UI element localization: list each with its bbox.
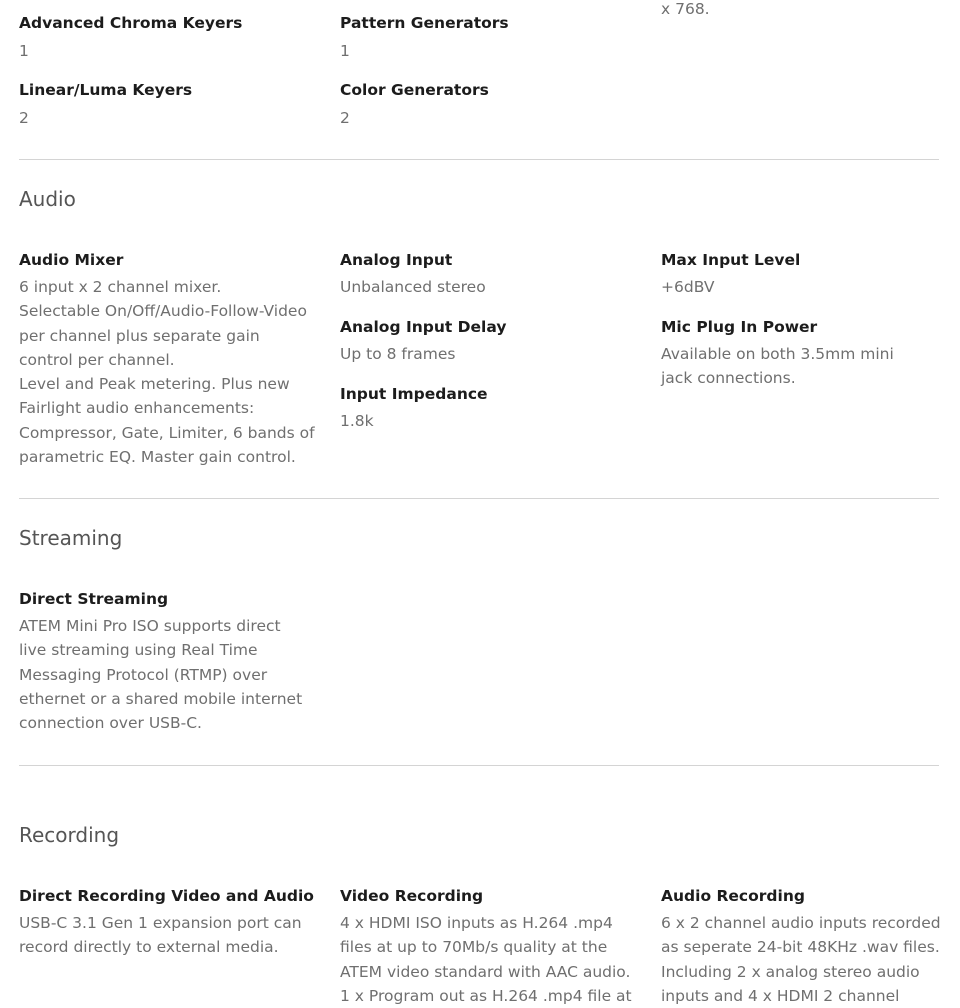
spec-label-advanced-chroma-keyers: Advanced Chroma Keyers — [19, 14, 243, 32]
spec-value-pattern-generators: 1 — [340, 42, 350, 60]
spec-label-analog-input-delay: Analog Input Delay — [340, 318, 507, 336]
spec-label-max-input-level: Max Input Level — [661, 251, 801, 269]
video-spec-continued-text: x 768. — [661, 0, 710, 18]
spec-value-advanced-chroma-keyers: 1 — [19, 42, 29, 60]
spec-label-linear-luma-keyers: Linear/Luma Keyers — [19, 81, 193, 99]
spec-label-audio-mixer: Audio Mixer — [19, 251, 124, 269]
spec-label-pattern-generators: Pattern Generators — [340, 14, 509, 32]
spec-value-direct-recording: USB-C 3.1 Gen 1 expansion port can record directly to external media. — [19, 914, 302, 957]
section-divider — [19, 498, 939, 499]
spec-value-audio-recording: 6 x 2 channel audio inputs recorded as seperate 24-bit 48KHz .wav files. Including 2 x analog stereo audio inputs and 4 x HDMI 2 channel — [661, 914, 941, 1005]
spec-value-linear-luma-keyers: 2 — [19, 109, 29, 127]
spec-label-video-recording: Video Recording — [340, 887, 484, 905]
spec-value-input-impedance: 1.8k — [340, 412, 374, 430]
spec-value-audio-mixer: 6 input x 2 channel mixer. Selectable On/Off/Audio-Follow-Video per channel plus separate gain control per channel. Level and Peak metering. Plus new Fairlight audio enhancements: Compressor, Gate, Limiter, 6 bands of parametric EQ. Master gain control. — [19, 278, 315, 467]
spec-value-direct-streaming: ATEM Mini Pro ISO supports direct live streaming using Real Time Messaging Protocol (RTMP) over ethernet or a shared mobile internet connection over USB-C. — [19, 617, 303, 733]
spec-label-direct-streaming: Direct Streaming — [19, 590, 169, 608]
section-heading-recording: Recording — [19, 823, 120, 847]
spec-value-video-recording: 4 x HDMI ISO inputs as H.264 .mp4 files at up to 70Mb/s quality at the ATEM video standard with AAC audio. 1 x Program out as H.264 .mp4 file at — [340, 914, 632, 1005]
spec-label-direct-recording: Direct Recording Video and Audio — [19, 887, 314, 905]
spec-label-color-generators: Color Generators — [340, 81, 489, 99]
spec-value-analog-input: Unbalanced stereo — [340, 278, 486, 296]
section-heading-audio: Audio — [19, 187, 76, 211]
section-divider — [19, 159, 939, 160]
spec-value-max-input-level: +6dBV — [661, 278, 715, 296]
spec-label-input-impedance: Input Impedance — [340, 385, 488, 403]
spec-label-audio-recording: Audio Recording — [661, 887, 805, 905]
spec-label-mic-plug-in-power: Mic Plug In Power — [661, 318, 818, 336]
section-heading-streaming: Streaming — [19, 526, 123, 550]
spec-label-analog-input: Analog Input — [340, 251, 453, 269]
spec-value-analog-input-delay: Up to 8 frames — [340, 345, 456, 363]
section-divider — [19, 765, 939, 766]
spec-value-color-generators: 2 — [340, 109, 350, 127]
spec-value-mic-plug-in-power: Available on both 3.5mm mini jack connections. — [661, 345, 894, 388]
